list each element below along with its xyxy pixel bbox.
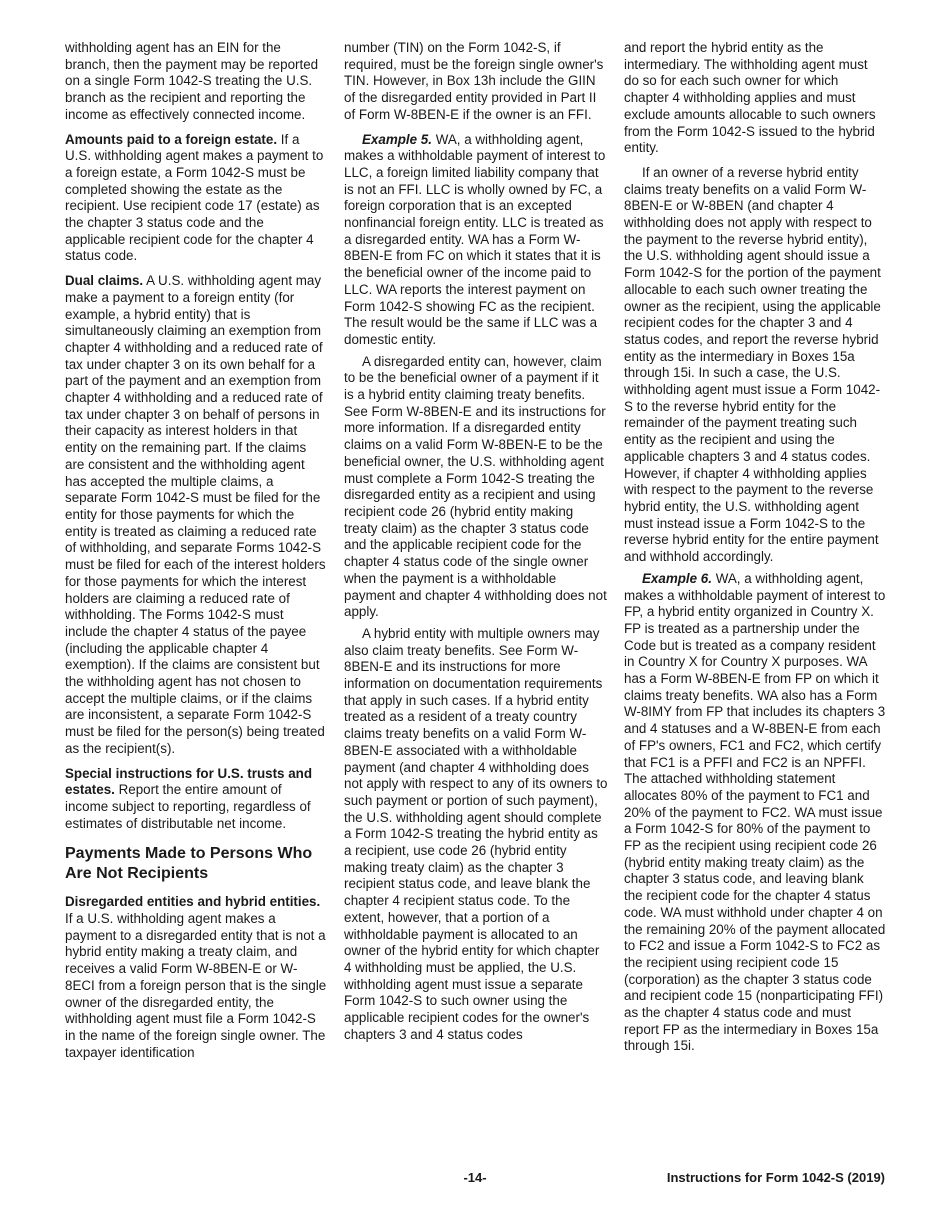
run-in-heading-foreign-estate: Amounts paid to a foreign estate.	[65, 131, 278, 147]
run-in-heading-disregarded-entities: Disregarded entities and hybrid entities.	[65, 894, 321, 910]
paragraph-reverse-hybrid: If an owner of a reverse hybrid entity claims treaty benefits on a valid Form W-8BEN-E or W-8BEN (and chapter 4 withholding does not apply with respect to the payment to the reverse hybrid entity), the U.S. withholding agent should issue a Form 1042-S for the portion of the payment allocable to each such owner treating the owner as the recipient, using the applicable recipient codes for the chapter 3 and 4 status codes, and report the reverse hybrid entity as the intermediary in Boxes 15a through 15i. In such a case, the U.S. withholding agent must issue a Form 1042-S to the reverse hybrid entity for the remainder of the payment treating such entity as the recipient and using the applicable chapters 3 and 4 status codes. However, if chapter 4 withholding applies with respect to the payment to the reverse hybrid entity, the U.S. withholding agent must instead issue a Form 1042-S to the reverse hybrid entity for the entire payment and withhold accordingly.	[624, 164, 881, 565]
paragraph-dual-claims	[65, 273, 327, 757]
paragraph-intermediary-continued: and report the hybrid entity as the intermediary. The withholding agent must do so for each such owner for which chapter 4 withholding applies and must exclude amounts allocable to such owners from the Form 1042-S issued to the hybrid entity.	[624, 40, 876, 156]
paragraph-trusts-estates	[65, 766, 327, 833]
example-6-label: Example 6.	[642, 570, 712, 586]
paragraph-foreign-estate	[65, 132, 327, 266]
column-2	[344, 40, 608, 1048]
footer-document-title: Instructions for Form 1042-S (2019)	[666, 1170, 885, 1185]
column-3	[624, 40, 886, 1060]
dual-claims-text: A U.S. withholding agent may make a payment to a foreign entity (for example, a hybrid entity) that is simultaneously claiming an exemption from chapter 4 withholding and a reduced rate of tax under chapter 3 on its own behalf for a part of the payment and an exemption from chapter 4 withholding and a reduced rate of tax under chapter 3 on behalf of persons in their capacity as interest holders in that entity on the remaining part. If the claims are consistent and the withholding agent has accepted the multiple claims, a separate Form 1042-S must be filed for the entity for those payments for which the entity is treated as claiming a reduced rate of withholding, and separate Forms 1042-S must be filed for each of the interest holders for those payments for which the interest holders are claiming a reduced rate of withholding. The Forms 1042-S must include the chapter 4 status of the payee (including the applicable chapter 4 exemption). If the claims are consistent but the withholding agent has not chosen to accept the multiple claims, or if the claims are inconsistent, a separate Form 1042-S must be filed for the person(s) being treated as the recipient(s).	[65, 273, 326, 756]
paragraph-example-6	[624, 571, 886, 1055]
paragraph-tin-continued: number (TIN) on the Form 1042-S, if required, must be the foreign single owner's TIN. However, in Box 13h include the GIIN of the disregarded entity provided in Part II of Form W-8BEN-E if the owner is an FFI.	[344, 40, 604, 122]
paragraph-hybrid-multiple-owners: A hybrid entity with multiple owners may also claim treaty benefits. See Form W-8BEN-E and its instructions for more information on documentation requirements that apply in such cases. If a hybrid entity treated as a resident of a treaty country claims treaty benefits on a valid Form W-8BEN-E associated with a withholdable payment (and chapter 4 withholding does not apply with respect to any of its owners to such payment or portion of such payment), the U.S. withholding agent should complete a Form 1042-S treating the hybrid entity as a recipient, use code 26 (hybrid entity making treaty claim) as the chapter 3 recipient status code, and leave blank the chapter 4 recipient status code. To the extent, however, that a portion of a withholdable payment is allocated to an owner of the hybrid entity for which chapter 4 withholding must be applied, the U.S. withholding agent must issue a separate Form 1042-S to such owner using the applicable recipient codes for the owner's chapters 3 and 4 status codes	[344, 625, 608, 1042]
paragraph-disregarded-beneficial-owner: A disregarded entity can, however, claim to be the beneficial owner of a payment if it is a hybrid entity claiming treaty benefits. See Form W-8BEN-E and its instructions for more information. If a disregarded entity claims on a valid Form W-8BEN-E to be the beneficial owner, the U.S. withholding agent must complete a Form 1042-S treating the disregarded entity as a recipient and using recipient code 26 (hybrid entity making treaty claim) as the chapter 3 status code and the applicable recipient code for the chapter 4 status code of the single owner when the payment is a withholdable payment and chapter 4 withholding does not apply.	[344, 353, 607, 620]
example-5-text: WA, a withholding agent, makes a withholdable payment of interest to LLC, a foreign limited liability company that is not an FFI. LLC is wholly owned by FC, a foreign corporation that is an excepted nonfinancial foreign entity. LLC is treated as a disregarded entity. WA has a Form W-8BEN-E from FC on which it states that it is the beneficial owner of the income paid to LLC. WA reports the interest payment on Form 1042-S showing FC as the recipient. The result would be the same if LLC was a domestic entity.	[344, 131, 606, 347]
paragraph-branch-continued: withholding agent has an EIN for the branch, then the payment may be reported on a single Form 1042-S treating the U.S. branch as the recipient and reporting the income as effectively connected income.	[65, 40, 319, 122]
section-heading-not-recipients: Payments Made to Persons Who Are Not Recipients	[65, 845, 313, 883]
trusts-estates-text: Report the entire amount of income subject to reporting, regardless of estimates of distributable net income.	[65, 782, 311, 831]
example-5-label: Example 5.	[362, 131, 432, 147]
disregarded-entities-text: If a U.S. withholding agent makes a payment to a disregarded entity that is not a hybrid entity making a treaty claim, and receives a valid Form W-8BEN-E or W-8ECI from a foreign person that is the single owner of the disregarded entity, the withholding agent must file a Form 1042-S in the name of the foreign single owner. The taxpayer identification	[65, 911, 327, 1060]
paragraph-example-5	[344, 132, 608, 349]
run-in-heading-dual-claims: Dual claims.	[65, 273, 144, 289]
example-6-text: WA, a withholding agent, makes a withholdable payment of interest to FP, a hybrid entity organized in Country X. FP is treated as a partnership under the Code but is treated as a company resident in Country X for Country X purposes. WA has a Form W-8BEN-E from FP on which it claims treaty benefits. WA also has a Form W-8IMY from FP that includes its chapters 3 and 4 statuses and a W-8BEN-E from each of FP's owners, FC1 and FC2, which certify that FC1 is a PFFI and FC2 is an NPFFI. The attached withholding statement allocates 80% of the payment to FC1 and 20% of the payment to FC2. WA must issue a Form 1042-S for 80% of the payment to FP as the recipient using recipient code 26 (hybrid entity making treaty claim) as the chapter 3 status code, and leaving blank the recipient code for the chapter 4 status code. WA must withhold under chapter 4 on the remaining 20% of the payment allocated to FC2 and issue a Form 1042-S to FC2 as the recipient using recipient code 15 (corporation) as the chapter 3 status code and recipient code 15 (nonparticipating FFI) as the chapter 4 status code and must report FP as the intermediary in Boxes 15a through 15i.	[624, 570, 886, 1054]
foreign-estate-text: If a U.S. withholding agent makes a payment to a foreign estate, a Form 1042-S must be completed showing the estate as the recipient. Use recipient code 17 (estate) as the chapter 3 status code and the applicable recipient code for the chapter 4 status code.	[65, 131, 324, 264]
paragraph-disregarded-entities	[65, 894, 327, 1061]
page-number: -14-	[463, 1170, 487, 1185]
run-in-heading-trusts-estates: Special instructions for U.S. trusts and estates.	[65, 765, 313, 798]
column-1	[65, 40, 327, 1069]
